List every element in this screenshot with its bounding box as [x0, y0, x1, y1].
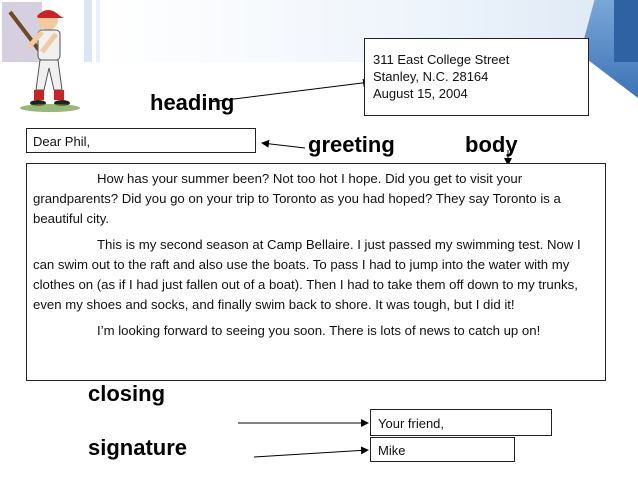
body-paragraph-1: How has your summer been? Not too hot I hope. Did you get to visit your grandparents? Did you go on your trip to Toronto as you had hoped? They say Toronto is a beautiful city. [33, 171, 561, 226]
closing-text: Your friend, [378, 416, 445, 431]
heading-line-1: 311 East College Street [373, 52, 510, 67]
body-paragraph-3: I’m looking forward to seeing you soon. There is lots of news to catch up on! [97, 323, 541, 338]
greeting-box [26, 128, 256, 153]
heading-box [364, 38, 589, 116]
body-label: body [465, 132, 518, 157]
signature-label: signature [88, 435, 188, 460]
heading-label: heading [150, 90, 235, 115]
closing-box [370, 409, 552, 436]
body-box [26, 163, 606, 381]
heading-line-2: Stanley, N.C. 28164 [373, 69, 489, 84]
heading-line-3: August 15, 2004 [373, 86, 468, 101]
greeting-text: Dear Phil, [33, 134, 91, 149]
signature-arrow [254, 450, 368, 457]
signature-box [370, 437, 515, 462]
greeting-label: greeting [308, 132, 395, 157]
closing-label: closing [88, 381, 166, 406]
greeting-arrow [262, 143, 305, 148]
body-paragraph-2: This is my second season at Camp Bellaire. I just passed my swimming test. Now I can swim out to the raft and also use the boats. To pass I had to jump into the water with my clothes on (as if I had just fallen out of a boat). Then I had to take them off down to my trunks, even my shoes and socks, and finally swim back to shore. It was tough, but I did it! [33, 237, 581, 312]
signature-text: Mike [378, 443, 406, 458]
